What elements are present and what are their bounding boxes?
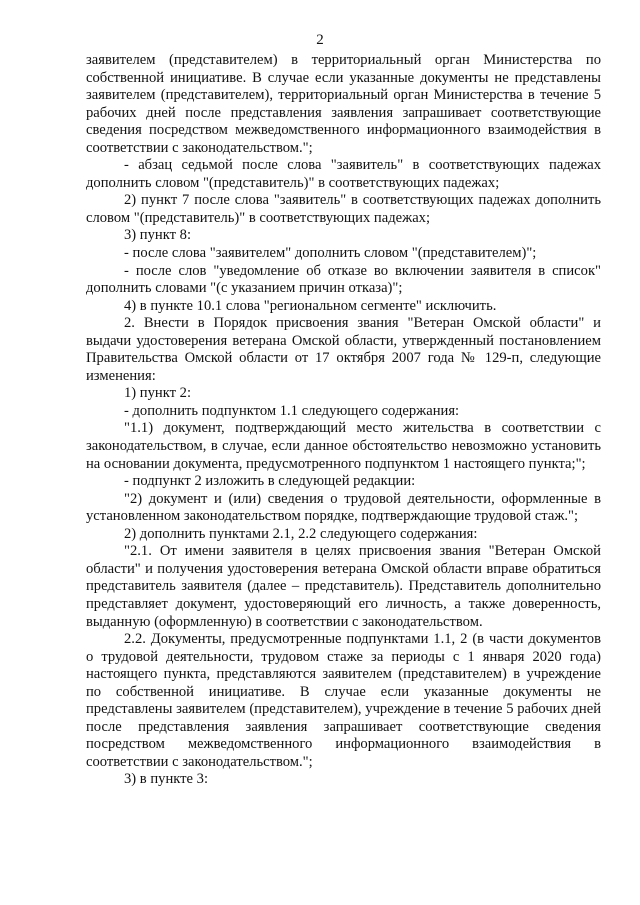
paragraph: - подпункт 2 изложить в следующей редакции: xyxy=(124,473,416,490)
paragraph: 1) пункт 2: xyxy=(124,385,191,402)
document-body xyxy=(86,52,601,789)
paragraph: "2) документ и (или) сведения о трудовой деятельности, оформленные в установленном законодательством порядке, подтверждающие трудовой стаж."; xyxy=(86,490,601,525)
paragraph: 2) дополнить пунктами 2.1, 2.2 следующего содержания: xyxy=(124,525,478,542)
paragraph: - после слова "заявителем" дополнить словом "(представителем)"; xyxy=(124,245,537,262)
paragraph: 2.2. Документы, предусмотренные подпунктами 1.1, 2 (в части документов о трудовой деятельности, трудовом стаже за периоды с 1 января 2020 года) настоящего пункта, представляются заявителем (представителем) в учреждение по собственной инициативе. В случае если указанные документы не представлены заявителем (представителем), учреждение в течение 5 рабочих дней после представления заявления запрашивает соответствующие сведения посредством межведомственного информационного взаимодействия в соответствии с законодательством."; xyxy=(86,631,601,770)
paragraph: 2) пункт 7 после слова "заявитель" в соответствующих падежах дополнить словом "(представитель)" в соответствующих падежах; xyxy=(86,192,601,226)
page-number: 2 xyxy=(316,32,324,48)
paragraph: - абзац седьмой после слова "заявитель" в соответствующих падежах дополнить словом "(представитель)" в соответствующих падежах; xyxy=(86,157,601,191)
paragraph: 3) пункт 8: xyxy=(124,227,191,244)
paragraph: - после слов "уведомление об отказе во включении заявителя в список" дополнить словами "(с указанием причин отказа)"; xyxy=(86,262,601,297)
paragraph: 4) в пункте 10.1 слова "региональном сегменте" исключить. xyxy=(124,297,497,314)
paragraph: "1.1) документ, подтверждающий место жительства в соответствии с законодательством, в случае, если данное обстоятельство невозможно установить на основании документа, предусмотренного подпунктом 1 настоящего пункта;"; xyxy=(86,420,601,472)
paragraph: - дополнить подпунктом 1.1 следующего содержания: xyxy=(124,402,460,419)
paragraph: заявителем (представителем) в территориальный орган Министерства по собственной инициативе. В случае если указанные документы не представлены заявителем (представителем), территориальный орган Министерства в течение 5 рабочих дней после представления заявления запрашивает соответствующие сведения посредством межведомственного информационного взаимодействия в соответствии с законодательством."; xyxy=(86,52,601,156)
paragraph: 3) в пункте 3: xyxy=(124,771,209,788)
paragraph: 2. Внести в Порядок присвоения звания "Ветеран Омской области" и выдачи удостоверения ветерана Омской области, утвержденный постановлением Правительства Омской области от 17 октября 2007 года № 129-п, следующие изменения: xyxy=(86,315,601,384)
paragraph: "2.1. От имени заявителя в целях присвоения звания "Ветеран Омской области" и получения удостоверения ветерана Омской области вправе обратиться представитель заявителя (далее – представитель). Представитель дополнительно представляет документ, удостоверяющий его личность, а также доверенность, выданную (оформленную) в соответствии с законодательством. xyxy=(86,543,601,630)
